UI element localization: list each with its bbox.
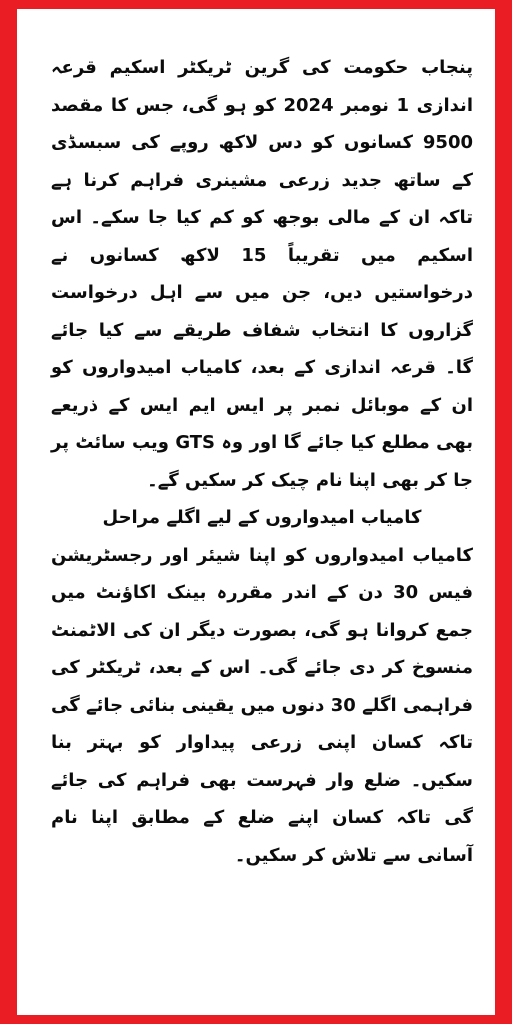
article-body (51, 49, 473, 874)
section-heading: کامیاب امیدواروں کے لیے اگلے مراحل (102, 507, 422, 528)
article-paragraph-intro: پنجاب حکومت کی گرین ٹریکٹر اسکیم قرعہ اندازی 1 نومبر 2024 کو ہو گی، جس کا مقصد 9500 کسانوں کو دس لاکھ روپے کی سبسڈی کے ساتھ جدید زرعی مشینری فراہم کرنا ہے تاکہ ان کے مالی بوجھ کو کم کیا جا سکے۔ اس اسکیم میں تقریباً 15 لاکھ کسانوں نے درخواستیں دیں، جن میں سے اہل درخواست گزاروں کا انتخاب شفاف طریقے سے کیا جائے گا۔ قرعہ اندازی کے بعد، کامیاب امیدواروں کو ان کے موبائل نمبر پر ایس ایم ایس کے ذریعے بھی مطلع کیا جائے گا اور وہ GTS ویب سائٹ پر جا کر بھی اپنا نام چیک کر سکیں گے۔ (51, 57, 473, 491)
article-paragraph-next-steps: کامیاب امیدواروں کو اپنا شیئر اور رجسٹریشن فیس 30 دن کے اندر مقررہ بینک اکاؤنٹ میں جمع کروانا ہو گی، بصورت دیگر ان کی الاٹمنٹ منسوخ کر دی جائے گی۔ اس کے بعد، ٹریکٹر کی فراہمی اگلے 30 دنوں میں یقینی بنائی جائے گی تاکہ کسان اپنی زرعی پیداوار کو بہتر بنا سکیں۔ ضلع وار فہرست بھی فراہم کی جائے گی تاکہ کسان اپنے ضلع کے مطابق اپنا نام آسانی سے تلاش کر سکیں۔ (51, 544, 474, 866)
